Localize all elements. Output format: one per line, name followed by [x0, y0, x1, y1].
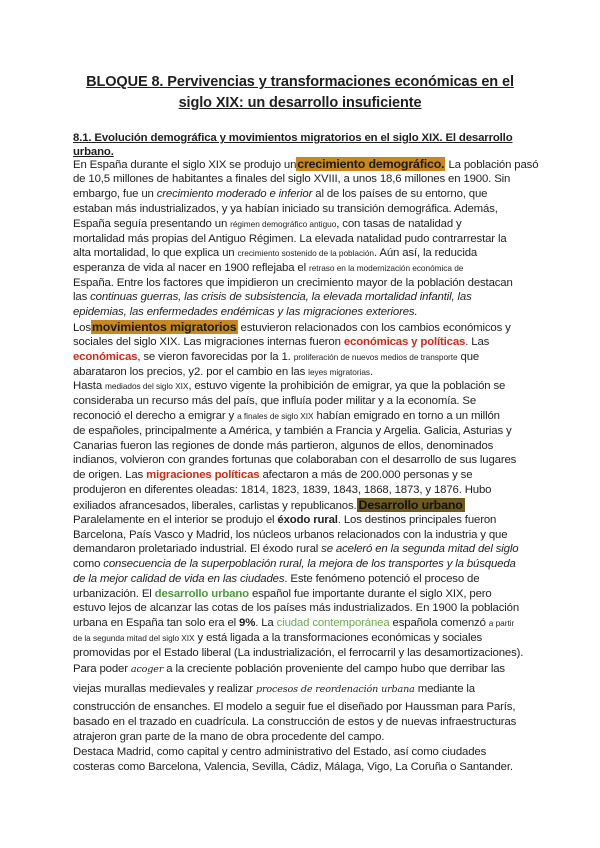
text-run: Para poder — [73, 663, 131, 675]
paragraph-line — [73, 290, 472, 304]
text-run: España seguía presentando un — [73, 218, 231, 230]
paragraph-line — [73, 232, 507, 246]
paragraph-line — [73, 572, 479, 586]
paragraph-line — [73, 587, 492, 601]
paragraph-line — [73, 350, 479, 364]
paragraph-line — [73, 261, 463, 275]
paragraph-line — [73, 646, 523, 660]
text-run: Hasta — [73, 380, 106, 392]
text-run: urbana en España tan solo era el — [73, 617, 240, 629]
paragraph-line — [73, 379, 505, 393]
text-run: exiliados afrancesados, liberales, carlistas y republicanos. — [73, 500, 357, 512]
text-run: consecuencia de la superpoblación rural, la mejora de los transportes y la búsqueda — [103, 558, 516, 570]
text-run: y está ligada a la transformaciones económicas y sociales — [194, 632, 483, 644]
paragraph-line — [73, 453, 516, 467]
paragraph-line — [73, 409, 500, 423]
text-run: promovidas por el Estado liberal (La industrialización, el ferrocarril y las desamortizaciones). — [73, 647, 524, 659]
paragraph-line — [73, 187, 487, 201]
text-run: Paralelamente en el interior se produjo el — [73, 514, 278, 526]
section-heading-line-1: 8.1. Evolución demográfica y movimientos migratorios en el siglo XIX. El desarrollo — [73, 132, 513, 144]
paragraph-line — [73, 662, 505, 677]
paragraph-line — [73, 483, 491, 497]
paragraph-line — [73, 542, 518, 556]
paragraph-line — [73, 276, 513, 290]
text-run: Destaca Madrid, como capital y centro administrativo del Estado, así como ciudades — [73, 746, 487, 758]
text-run: produjeron en diferentes oleadas: 1814, 1823, 1839, 1843, 1868, 1873, y 1876. Hubo — [73, 484, 492, 496]
text-run: . Aún así, la reducida — [373, 247, 478, 259]
paragraph-line — [73, 682, 475, 697]
text-run: reconoció el derecho a emigrar y — [73, 410, 238, 422]
text-run: En España durante el siglo XIX se produjo un — [73, 159, 297, 171]
paragraph-line — [73, 745, 486, 759]
text-run: . — [370, 366, 374, 378]
paragraph-line — [73, 172, 510, 186]
text-run: de origen. Las — [73, 469, 147, 481]
text-run: . Este fenómeno potenció el proceso de — [284, 573, 480, 585]
title-line-2: siglo XIX: un desarrollo insuficiente — [178, 95, 422, 111]
paragraph-line — [73, 394, 476, 408]
text-run: 9% — [239, 617, 256, 629]
paragraph-line — [73, 246, 477, 260]
text-run: como — [73, 558, 104, 570]
text-run: abarataron los precios, y2. por el cambio en las — [73, 366, 309, 378]
text-run: sociales del siglo XIX. Las migraciones internas fueron — [73, 336, 344, 348]
text-run: basado en el trazado en cuadrícula. La construcción de estos y de nuevas infraestructuras — [73, 716, 517, 728]
text-run: , con tasas de natalidad y — [336, 218, 462, 230]
text-run: éxodo rural — [277, 514, 338, 526]
text-run: Barcelona, País Vasco y Madrid, los núcleos urbanos relacionados con la industria y que — [73, 529, 508, 541]
text-run: retraso en la modernización económica de — [308, 263, 464, 273]
text-run: española comenzó — [389, 617, 489, 629]
text-run: epidemias, las enfermedades endémicas y las migraciones exteriores. — [73, 306, 418, 318]
text-run: . Las — [465, 336, 490, 348]
text-run: esperanza de vida al nacer en 1900 reflejaba el — [73, 262, 309, 274]
text-run: indianos, volvieron con grandes fortunas que colaboraban con el desarrollo de sus lugares — [73, 454, 517, 466]
text-run: de la segunda mitad del siglo XIX — [73, 633, 195, 643]
text-run: España. Entre los factores que impidieron un crecimiento mayor de la población destacan — [73, 277, 513, 289]
text-run: atrajeron gran parte de la mano de obra procedente del campo. — [73, 731, 385, 743]
paragraph-line — [73, 468, 472, 482]
paragraph-line — [73, 700, 515, 714]
text-run: Canarias fueron las regiones de donde más partieron, algunos de ellos, denominados — [73, 440, 494, 452]
text-run: viejas murallas medievales y realizar — [73, 683, 256, 695]
text-run: . La — [255, 617, 277, 629]
text-run: afectaron a más de 200.000 personas y se — [259, 469, 473, 481]
text-run: estaban más industrializados, y ya habían iniciado su transición demográfica. Además, — [73, 203, 498, 215]
section-heading-line-2: urbano. — [73, 146, 114, 158]
text-run: , estuvo vigente la prohibición de emigrar, ya que la población se — [188, 380, 506, 392]
text-run: embargo, fue un — [73, 188, 157, 200]
text-run: las — [73, 291, 91, 303]
paragraph-line — [73, 424, 512, 438]
paragraph-line — [73, 335, 489, 349]
text-run: continuas guerras, las crisis de subsistencia, la elevada mortalidad infantil, las — [90, 291, 472, 303]
text-run: crecimiento sostenido de la población — [237, 248, 374, 258]
paragraph-line — [73, 439, 493, 453]
text-run: mediante la — [414, 683, 475, 695]
title-line-1: BLOQUE 8. Pervivencias y transformaciones económicas en el — [86, 74, 514, 90]
paragraph-line — [73, 631, 482, 645]
text-run: . Los destinos principales fueron — [337, 514, 497, 526]
text-run: a partir — [488, 618, 515, 628]
text-run: mortalidad más propias del Antiguo Régimen. La elevada natalidad pudo contrarrestar la — [73, 233, 507, 245]
text-run: consideraba un recurso más del país, que influía poder militar y a la economía. Se — [73, 395, 477, 407]
paragraph-line — [73, 601, 519, 615]
text-run: alta mortalidad, lo que explica un — [73, 247, 238, 259]
paragraph-line — [73, 305, 418, 319]
paragraph-line — [73, 498, 465, 513]
highlight-desarrollo-urbano: Desarrollo urbano — [358, 498, 463, 512]
text-run: urbanización. El — [73, 588, 155, 600]
text-run: ciudad contemporánea — [276, 617, 390, 629]
paragraph-line — [73, 217, 462, 231]
paragraph-line — [73, 715, 516, 729]
section-heading — [73, 131, 543, 159]
text-run: acoger — [130, 664, 164, 675]
text-run: de españoles, principalmente a América, y también a Francia y Argelia. Galicia, Asturias y — [73, 425, 512, 437]
highlight-crecimiento-demografico: crecimiento demográfico. — [297, 157, 445, 171]
paragraph-line — [73, 157, 538, 172]
text-run: se aceleró en la segunda mitad del siglo — [321, 543, 519, 555]
paragraph-line — [73, 528, 507, 542]
paragraph-line — [73, 513, 496, 527]
text-run: crecimiento moderado e inferior — [156, 188, 313, 200]
text-run: habían emigrado en torno a un millón — [313, 410, 500, 422]
text-run: proliferación de nuevos medios de transporte — [293, 352, 458, 362]
text-run: La población pasó — [445, 159, 539, 171]
text-run: procesos de reordenación urbana — [255, 684, 415, 695]
text-run: estuvo lejos de alcanzar las cotas de los países más industrializados. En 1900 la población — [73, 602, 520, 614]
text-run: régimen demográfico antiguo — [230, 219, 337, 229]
text-run: costeras como Barcelona, Valencia, Sevilla, Cádiz, Málaga, Vigo, La Coruña o Santander. — [73, 761, 513, 773]
highlight-movimientos-migratorios: movimientos migratorios — [91, 320, 237, 334]
text-run: leyes migratorias — [308, 367, 371, 377]
text-run: que — [457, 351, 480, 363]
page-title — [60, 72, 540, 114]
text-run: al de los países de su entorno, que — [312, 188, 488, 200]
paragraph-line — [73, 730, 384, 744]
paragraph-line — [73, 320, 511, 335]
text-run: a finales de siglo XIX — [237, 411, 314, 421]
text-run: Los — [73, 322, 91, 334]
text-run: , se vieron favorecidas por la 1. — [137, 351, 294, 363]
paragraph-line — [73, 760, 513, 774]
text-run: de 10,5 millones de habitantes a finales del siglo XVIII, a unos 18,6 millones en 1900. Sin — [73, 173, 511, 185]
paragraph-line — [73, 616, 514, 630]
text-run: migraciones políticas — [146, 469, 260, 481]
text-run: español fue importante durante el siglo XIX, pero — [248, 588, 492, 600]
text-run: a la creciente población proveniente del campo hubo que derribar las — [163, 663, 505, 675]
paragraph-line — [73, 557, 516, 571]
text-run: económicas y políticas — [343, 336, 466, 348]
paragraph-line — [73, 365, 373, 379]
text-run: mediados del siglo XIX — [105, 381, 189, 391]
text-run: de la mejor calidad de vida en las ciudades — [73, 573, 285, 585]
text-run: desarrollo urbano — [154, 588, 249, 600]
text-run: estuvieron relacionados con los cambios económicos y — [237, 322, 511, 334]
text-run: económicas — [73, 351, 138, 363]
paragraph-line — [73, 202, 498, 216]
text-run: construcción de ensanches. El modelo a seguir fue el diseñado por Haussman para París, — [73, 701, 516, 713]
text-run: demandaron proletariado industrial. El éxodo rural — [73, 543, 322, 555]
